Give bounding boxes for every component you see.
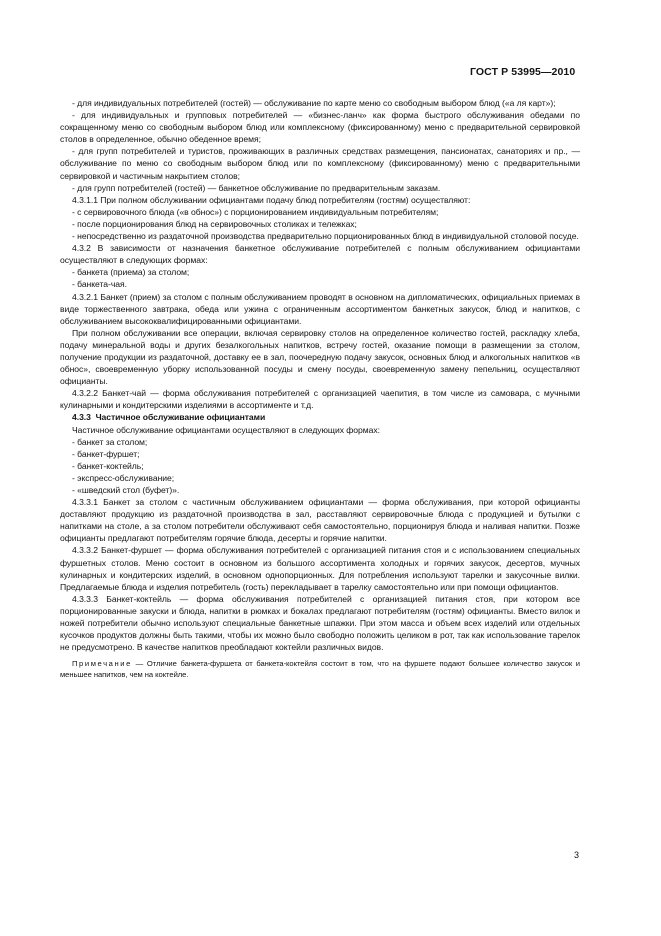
note-text: — Отличие банкета-фуршета от банкета-коктейля состоит в том, что на фуршете подают большее количество закусок и меньшее напитков, чем на коктейле. [60, 659, 581, 679]
note-label: Примечание [72, 659, 132, 669]
paragraph: 4.3.3.2 Банкет-фуршет — форма обслуживания потребителей с организацией питания стоя и с использованием специальных фуршетных столов. Меню состоит в основном из большого ассортимента холодных и горячих закусок, десертов, мучных кулинарных и кондитерских изделий, в основном однопорционных. Для потребления используют тарелки и закусочные вилки. Предлагаемые блюда и изделия потребитель (гость) перекладывает в тарелку самостоятельно или при помощи официантов. [60, 545, 580, 592]
paragraph: - банкета (приема) за столом; [72, 267, 190, 278]
standard-header: ГОСТ Р 53995—2010 [470, 66, 576, 78]
paragraph: - непосредственно из раздаточной производства предварительно порционированных блюд в индивидуальной столовой посуде. [72, 231, 579, 242]
paragraph: - с сервировочного блюда («в обнос») с порционированием индивидуальным потребителям; [72, 206, 439, 217]
list-item: - «шведский стол (буфет)». [72, 485, 180, 495]
list-item: - банкет за столом; [72, 436, 148, 447]
paragraph: 4.3.2.1 Банкет (прием) за столом с полным обслуживанием проводят в основном на дипломатических, официальных приемах в виде торжественного завтрака, обеда или ужина с ограниченным ассортиментом банкетных закусок, блюд и напитков, с обслуживанием высококвалифицированными официантами. [60, 291, 580, 326]
paragraph: - после порционирования блюд на сервировочных столиках и тележках; [72, 218, 357, 229]
paragraph: 4.3.3.1 Банкет за столом с частичным обслуживанием официантами — форма обслуживания, при которой официанты доставляют продукцию из раздаточной производства в зал, расставляют сервировочные блюда с продукцией и бутылки с напитками на столе, а за столом потребители обслуживают себя самостоятельно, порционируя блюда и наливая напитки. Позже официанты предлагают потребителям горячие блюда, десерты и горячие напитки. [60, 497, 580, 544]
section-heading [60, 411, 580, 423]
section-title: Частичное обслуживание официантами [95, 412, 266, 423]
paragraph: 4.3.2 В зависимости от назначения банкетное обслуживание потребителей с полным обслуживанием официантами осуществляют в следующих формах: [60, 243, 580, 266]
paragraph: - для групп потребителей и туристов, проживающих в различных средствах размещения, пансионатах, санаториях и пр., — обслуживание по меню со свободным выбором блюд или по комплексному (фиксированному) меню с предварительными сервировкой и частичным накрытием столов; [60, 146, 580, 181]
paragraph: 4.3.2.2 Банкет-чай — форма обслуживания потребителей с организацией чаепития, в том числе из самовара, с мучными кулинарными и кондитерскими изделиями в ассортименте и т.д. [60, 388, 580, 411]
paragraph: 4.3.1.1 При полном обслуживании официантами подачу блюд потребителям (гостям) осуществляют: [72, 194, 471, 205]
paragraph: Частичное обслуживание официантами осуществляют в следующих формах: [72, 424, 380, 435]
list-item: - банкет-фуршет; [72, 448, 140, 459]
list-item: - экспресс-обслуживание; [72, 472, 175, 483]
section-number: 4.3.3 [72, 412, 91, 423]
note [60, 659, 580, 680]
paragraph: - для групп потребителей (гостей) — банкетное обслуживание по предварительным заказам. [72, 182, 441, 193]
document-body [60, 97, 580, 680]
paragraph: При полном обслуживании все операции, включая сервировку столов на определенное количество гостей, раскладку хлеба, подачу минеральной воды и других безалкогольных напитков, встречу гостей, оказание помощи в размещении за столом, получение продукции из раздаточной, доставку ее в зал, поочередную подачу закусок, основных блюд и алкогольных напитков «в обнос», своевременную уборку использованной посуды и смену посуды, своевременную замену пепельниц, осуществляют официанты. [60, 327, 580, 387]
paragraph: - для индивидуальных и групповых потребителей — «бизнес-ланч» как форма быстрого обслуживания обедами по сокращенному меню со свободным выбором блюд или комплексному (фиксированному) меню с предварительной сервировкой столов в определенное, обычно обеденное время; [60, 110, 580, 145]
paragraph: 4.3.3.3 Банкет-коктейль — форма обслуживания потребителей с организацией питания стоя, при котором все порционированные закуски и блюда, напитки в рюмках и бокалах предлагают потребителям (гостям) официанты. Вместо вилок и ножей потребители обычно используют специальные банкетные шпажки. При этом масса и объем всех изделий или отдельных кусочков продуктов должны быть такими, чтобы их можно было свободно положить целиком в рот, так как использование тарелок не предусмотрено. В качестве напитков преобладают коктейли различных видов. [60, 593, 580, 653]
paragraph: - для индивидуальных потребителей (гостей) — обслуживание по карте меню со свободным выбором блюд («а ля карт»); [72, 98, 556, 108]
list-item: - банкет-коктейль; [72, 460, 144, 471]
page-number: 3 [574, 850, 580, 860]
paragraph: - банкета-чая. [72, 279, 127, 290]
